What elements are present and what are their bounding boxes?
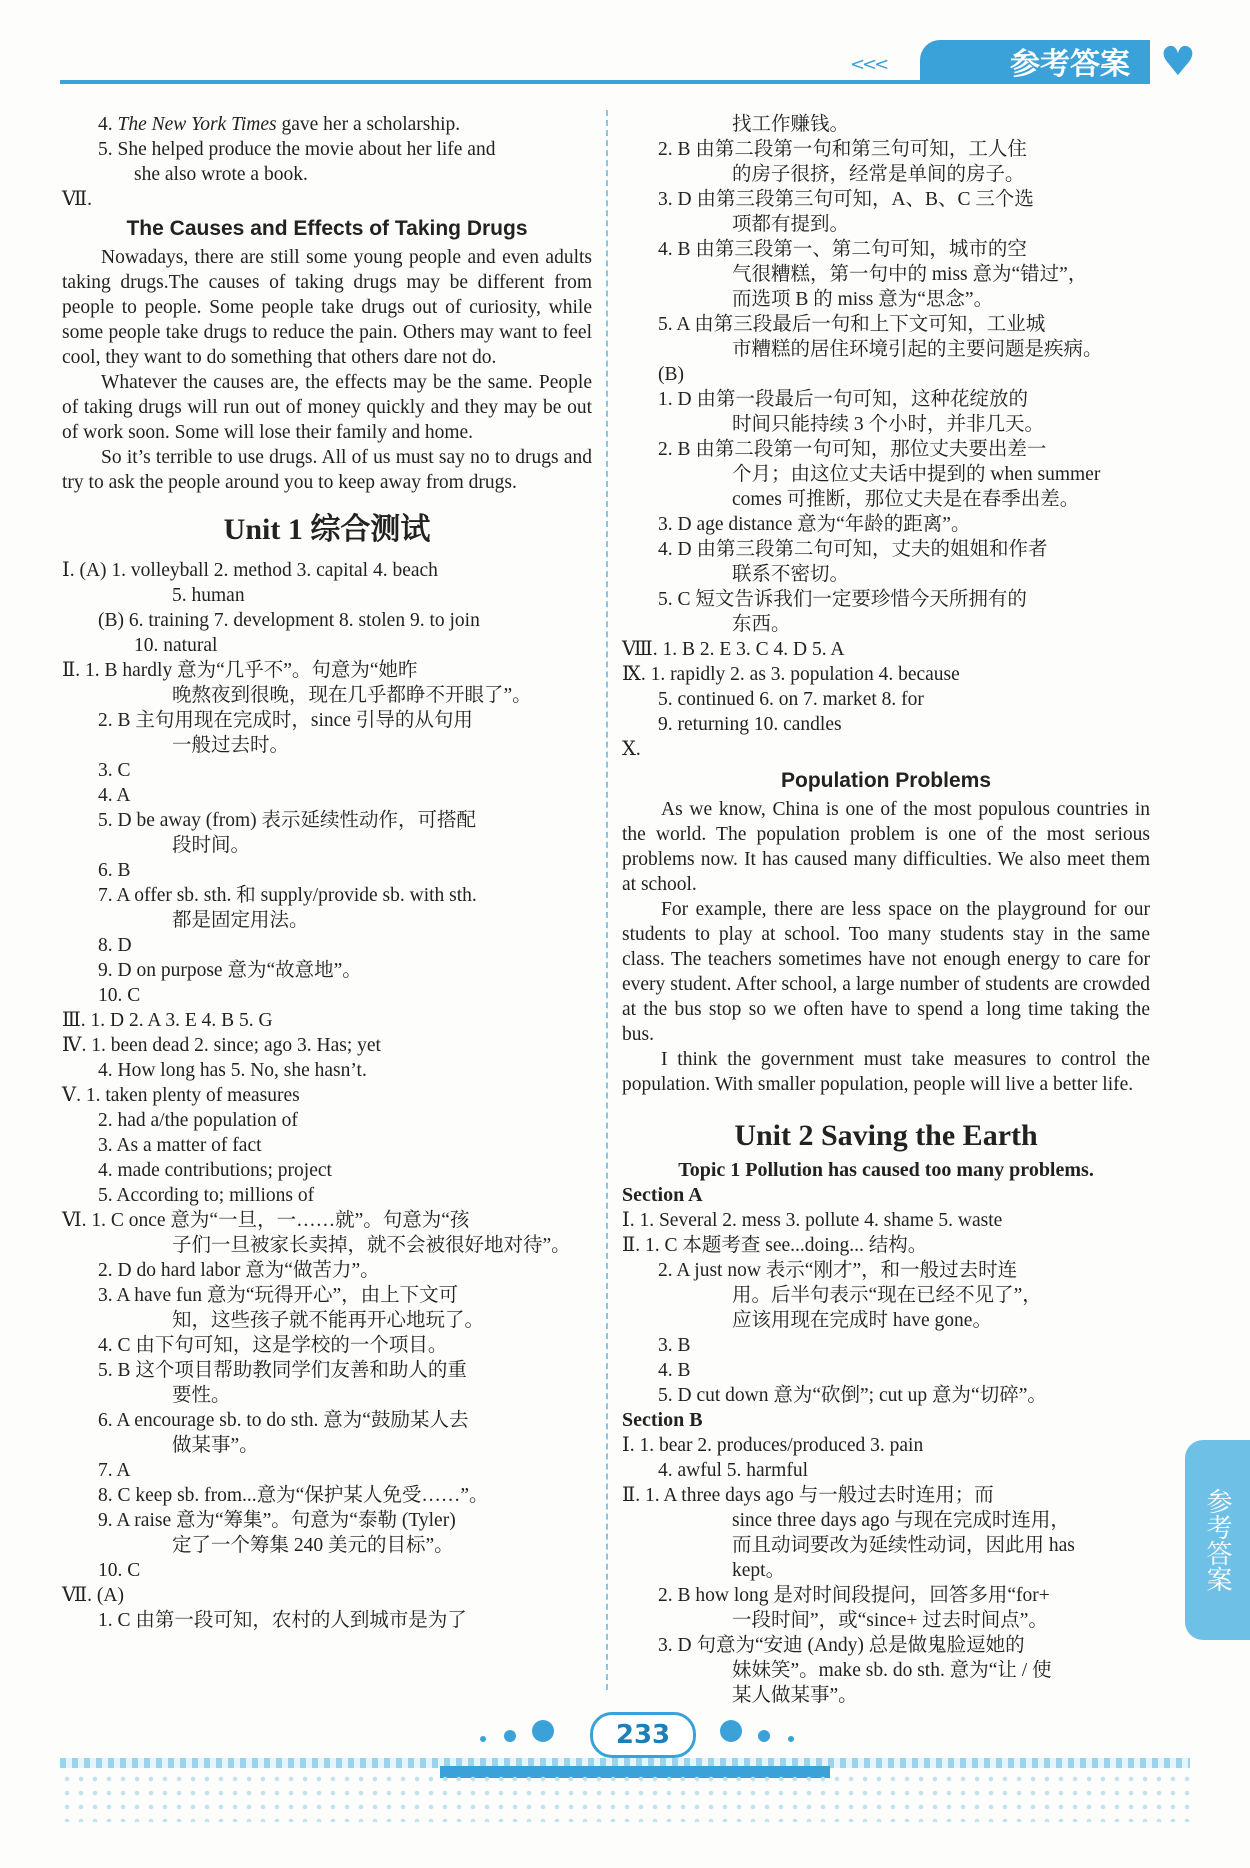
article-title: Population Problems (780, 769, 992, 792)
article-paragraph: For example, there are less space on the playground for our students to play at school. Too many students stay in the same class. The teachers sometimes have not enough energy to care for every student. After school, a large number of students are crowded at the bus stop so we often have to spend a long time taking the bus. (622, 899, 1150, 1045)
dot-icon (480, 1736, 486, 1742)
answer-line: 3. D 句意为“安迪 (Andy) 总是做鬼脸逗她的 (658, 1635, 1025, 1656)
header-title: 参考答案 (920, 40, 1150, 82)
answer-line (62, 187, 592, 212)
answer-line: 的房子很挤，经常是单间的房子。 (732, 164, 1025, 185)
answer-line: 气很糟糕，第一句中的 miss 意为“错过”， (732, 264, 1088, 285)
answer-line: 3. D 由第三段第三句可知，A、B、C 三个选 (658, 189, 1034, 210)
answer-line: comes 可推断，那位丈夫是在春季出差。 (732, 489, 1080, 510)
answer-line: Ⅱ. 1. A three days ago 与一般过去时连用；而 (622, 1485, 994, 1506)
answer-line: 时间只能持续 3 个小时，并非几天。 (732, 414, 1045, 435)
answer-line: 个月；由这位丈夫话中提到的 when summer (732, 464, 1101, 485)
answer-line: 6. B (98, 860, 131, 881)
answer-line: 2. A just now 表示“刚才”，和一般过去时连 (658, 1260, 1018, 1281)
answer-line: 2. B 主句用现在完成时，since 引导的从句用 (98, 710, 473, 731)
topic-title: Topic 1 Pollution has caused too many problems. (678, 1159, 1094, 1181)
answer-line: 2. D do hard labor 意为“做苦力”。 (98, 1260, 380, 1281)
answer-text: 4. (98, 114, 118, 135)
article-paragraph: As we know, China is one of the most populous countries in the world. The population problem is one of the most serious problems now. It has caused many difficulties. We also meet them at school. (622, 799, 1150, 895)
answer-line: 3. D age distance 意为“年龄的距离”。 (658, 514, 971, 535)
answer-line (62, 112, 592, 137)
answer-text: 5. She helped produce the movie about her life and (98, 139, 496, 160)
answer-line: 项都有提到。 (732, 214, 850, 235)
page-number: 233 (590, 1712, 696, 1758)
answer-text: gave her a scholarship. (276, 114, 461, 135)
answer-line: 10. C (98, 985, 141, 1006)
answer-line: 2. B 由第二段第一句可知，那位丈夫要出差一 (658, 439, 1047, 460)
dot-icon (720, 1720, 742, 1742)
answer-line: Ⅰ. (A) 1. volleyball 2. method 3. capital 4. beach (62, 560, 438, 581)
answer-line: 2. had a/the population of (98, 1110, 298, 1131)
answer-line: kept。 (732, 1560, 786, 1581)
answer-line: Ⅴ. 1. taken plenty of measures (62, 1085, 300, 1106)
article-body (622, 797, 1150, 1097)
answer-line: 联系不密切。 (732, 564, 850, 585)
answer-line: 9. returning 10. candles (658, 714, 842, 735)
answer-line: 5. human (172, 585, 245, 606)
answer-line: Ⅸ. 1. rapidly 2. as 3. population 4. because (622, 664, 960, 685)
dot-icon (758, 1730, 770, 1742)
answer-line: 某人做某事”。 (732, 1685, 858, 1706)
answer-line: Ⅰ. 1. Several 2. mess 3. pollute 4. shame 5. waste (622, 1210, 1003, 1231)
answer-line: 2. B how long 是对时间段提问，回答多用“for+ (658, 1585, 1050, 1606)
answer-line: Ⅳ. 1. been dead 2. since; ago 3. Has; yet (62, 1035, 381, 1056)
answer-line: 5. continued 6. on 7. market 8. for (658, 689, 924, 710)
answer-line: 4. How long has 5. No, she hasn’t. (98, 1060, 367, 1081)
answer-line: 定了一个筹集 240 美元的目标”。 (172, 1535, 454, 1556)
right-column (622, 112, 1150, 1708)
answer-text: Ⅶ. (62, 189, 93, 210)
answer-line: 5. D be away (from) 表示延续性动作，可搭配 (98, 810, 477, 831)
answer-line: 9. A raise 意为“筹集”。句意为“泰勒 (Tyler) (98, 1510, 456, 1531)
answer-line: Ⅰ. 1. bear 2. produces/produced 3. pain (622, 1435, 924, 1456)
article-title: The Causes and Effects of Taking Drugs (126, 217, 528, 240)
answer-list (622, 1208, 1150, 1408)
unit-title: Unit 1 综合测试 (223, 513, 431, 546)
answer-line: 7. A (98, 1460, 131, 1481)
article-paragraph: So it’s terrible to use drugs. All of us must say no to drugs and try to ask the people around you to keep away from drugs. (62, 447, 592, 493)
answer-line: 子们一旦被家长卖掉，就不会被很好地对待”。 (172, 1235, 571, 1256)
answer-line: 8. D (98, 935, 132, 956)
answer-line: 4. D 由第三段第二句可知，丈夫的姐姐和作者 (658, 539, 1048, 560)
answer-line: 一段时间”，或“since+ 过去时间点”。 (732, 1610, 1048, 1631)
answer-line: 用。后半句表示“现在已经不见了”， (732, 1285, 1042, 1306)
article-paragraph: Whatever the causes are, the effects may be the same. People of taking drugs will run out of money quickly and they may be out of work soon. Some will lose their family and home. (62, 372, 592, 443)
answer-line: 6. A encourage sb. to do sth. 意为“鼓励某人去 (98, 1410, 469, 1431)
answer-line: Ⅷ. 1. B 2. E 3. C 4. D 5. A (622, 639, 845, 660)
answer-line: 4. B 由第三段第一、第二句可知，城市的空 (658, 239, 1027, 260)
answer-list (62, 558, 592, 1633)
answer-line: 晚熬夜到很晚，现在几乎都睁不开眼了”。 (172, 685, 532, 706)
answer-line: 3. A have fun 意为“玩得开心”，由上下文可 (98, 1285, 459, 1306)
answer-line: 3. B (658, 1335, 691, 1356)
answer-line: 2. B 由第二段第一句和第三句可知，工人住 (658, 139, 1027, 160)
answer-line: 找工作赚钱。 (732, 114, 850, 135)
answer-line: 4. A (98, 785, 131, 806)
answer-list (622, 1433, 1150, 1708)
section-title: Section B (622, 1409, 703, 1431)
answer-line: 段时间。 (172, 835, 251, 856)
footer-dots (480, 1720, 554, 1747)
page-header (60, 39, 1196, 88)
answer-line: 1. C 由第一段可知，农村的人到城市是为了 (98, 1610, 467, 1631)
answer-line: 一般过去时。 (172, 735, 290, 756)
answer-line (62, 137, 592, 162)
answer-line: 5. According to; millions of (98, 1185, 315, 1206)
unit-title: Unit 2 Saving the Earth (734, 1119, 1038, 1152)
answer-line: 3. C (98, 760, 131, 781)
answer-line: 8. C keep sb. from...意为“保护某人免受……”。 (98, 1485, 489, 1506)
answer-line: 4. B (658, 1360, 691, 1381)
answer-line: 3. As a matter of fact (98, 1135, 262, 1156)
answer-line: Ⅶ. (A) (62, 1585, 124, 1606)
answer-line: Ⅲ. 1. D 2. A 3. E 4. B 5. G (62, 1010, 273, 1031)
answer-line: (B) 6. training 7. development 8. stolen 9. to join (98, 610, 480, 631)
answer-line: 做某事”。 (172, 1435, 259, 1456)
footer-pattern (60, 1772, 1190, 1822)
answer-line: 东西。 (732, 614, 791, 635)
dot-icon (532, 1720, 554, 1742)
answer-line: 应该用现在完成时 have gone。 (732, 1310, 992, 1331)
answer-line: 4. made contributions; project (98, 1160, 332, 1181)
answer-line: Ⅹ. (622, 739, 641, 760)
answer-line: 而且动词要改为延续性动词，因此用 has (732, 1535, 1075, 1556)
answer-line: 1. D 由第一段最后一句可知，这种花绽放的 (658, 389, 1028, 410)
answer-line: 而选项 B 的 miss 意为“思念”。 (732, 289, 994, 310)
answer-text: she also wrote a book. (134, 164, 308, 185)
article-body (62, 245, 592, 495)
arrows-icon: <<< (850, 54, 887, 75)
dot-icon (504, 1730, 516, 1742)
article-paragraph: I think the government must take measures to control the population. With smaller population, people will live a better life. (622, 1049, 1150, 1095)
answer-line: 知，这些孩子就不能再开心地玩了。 (172, 1310, 485, 1331)
answer-line: 要性。 (172, 1385, 231, 1406)
left-column (62, 112, 592, 1633)
answer-line (62, 162, 592, 187)
answer-text: The New York Times (117, 114, 277, 135)
answers-side-tab: 参考答案 (1185, 1440, 1250, 1640)
answer-line: 5. B 这个项目帮助教同学们友善和助人的重 (98, 1360, 467, 1381)
page-footer (60, 1712, 1190, 1832)
left-intro (62, 112, 592, 212)
answer-line: Ⅵ. 1. C once 意为“一旦，一……就”。句意为“孩 (62, 1210, 470, 1231)
answer-line: 4. C 由下句可知，这是学校的一个项目。 (98, 1335, 448, 1356)
answer-list (622, 112, 1150, 762)
answer-line: Ⅱ. 1. C 本题考查 see...doing... 结构。 (622, 1235, 928, 1256)
answer-line: 10. natural (134, 635, 218, 656)
answer-line: 9. D on purpose 意为“故意地”。 (98, 960, 362, 981)
dot-icon (788, 1736, 794, 1742)
answer-line: (B) (658, 364, 684, 385)
answer-line: since three days ago 与现在完成时连用， (732, 1510, 1070, 1531)
footer-dots (720, 1720, 794, 1747)
answer-line: 市糟糕的居住环境引起的主要问题是疾病。 (732, 339, 1103, 360)
answer-line: 5. D cut down 意为“砍倒”; cut up 意为“切碎”。 (658, 1385, 1047, 1406)
answer-line: 7. A offer sb. sth. 和 supply/provide sb. with sth. (98, 885, 477, 906)
section-title: Section A (622, 1184, 703, 1206)
column-divider (606, 110, 608, 1690)
answer-line: 5. A 由第三段最后一句和上下文可知，工业城 (658, 314, 1046, 335)
answer-line: 都是固定用法。 (172, 910, 309, 931)
answer-line: 妹妹笑”。make sb. do sth. 意为“让 / 使 (732, 1660, 1052, 1681)
answer-line: Ⅱ. 1. B hardly 意为“几乎不”。句意为“她昨 (62, 660, 418, 681)
answer-line: 5. C 短文告诉我们一定要珍惜今天所拥有的 (658, 589, 1027, 610)
heart-icon: ♥ (1160, 39, 1196, 85)
article-paragraph: Nowadays, there are still some young people and even adults taking drugs.The causes of taking drugs may be different from people to people. Some people take drugs out of curiosity, while some people take drugs to reduce the pain. Others may want to feel cool, they want to do something that others dare not do. (62, 247, 592, 368)
answer-line: 10. C (98, 1560, 141, 1581)
answer-line: 4. awful 5. harmful (658, 1460, 809, 1481)
